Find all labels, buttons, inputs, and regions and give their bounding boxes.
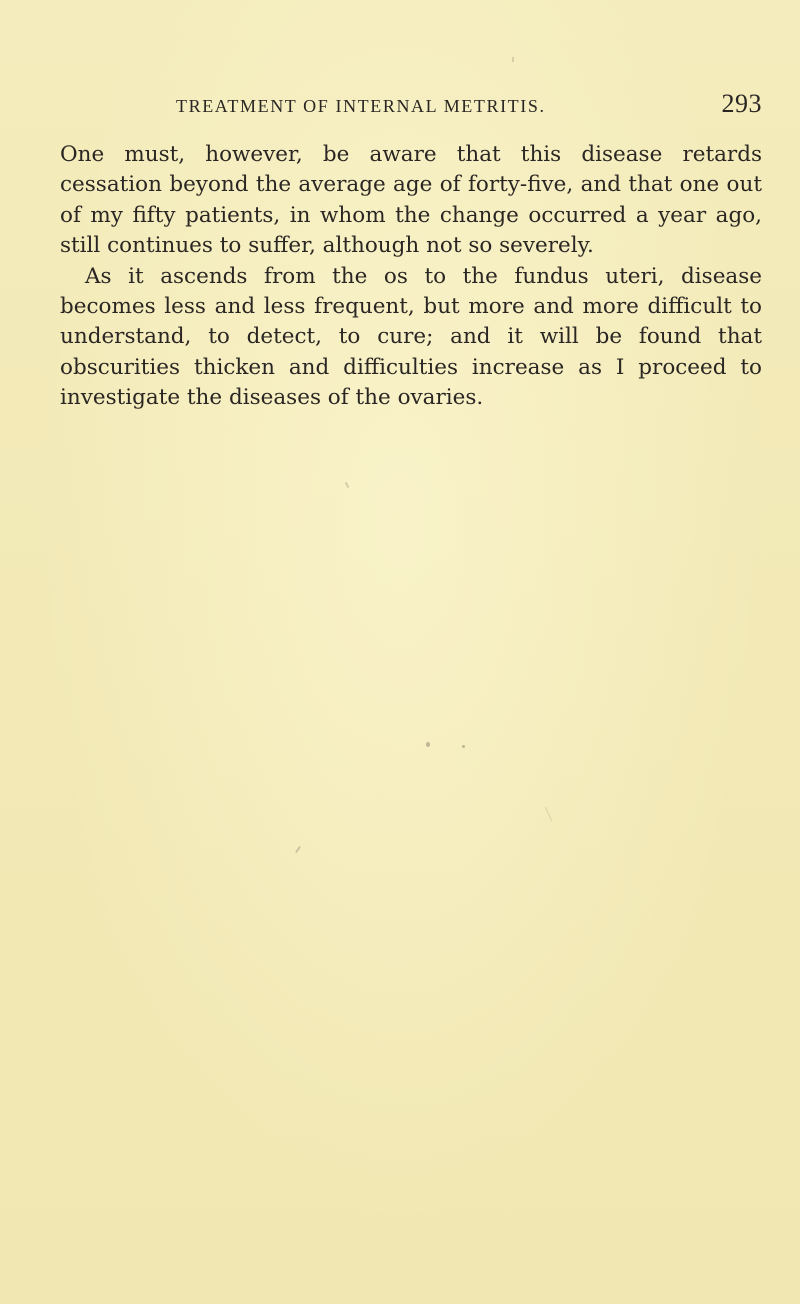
paragraph: As it ascends from the os to the fundus uteri, disease becomes less and less frequent, but more and more difficult to understand, to detect, to cure; and it will be found that obscurities thicken and difficulties increase as I proceed to investigate the diseases of the ovaries.	[60, 263, 762, 411]
running-title: TREATMENT OF INTERNAL METRITIS.	[176, 96, 546, 116]
paragraph: One must, however, be aware that this disease retards cessation beyond the average age of forty-five, and that one out of my fifty patients, in whom the change occurred a year ago, still continues to suffer, although not so severely.	[60, 142, 762, 259]
page-number: 293	[721, 89, 762, 118]
paper-speck	[345, 482, 350, 488]
paper-speck	[545, 807, 553, 822]
body-text	[60, 140, 762, 414]
running-head	[60, 89, 762, 120]
paper-speck	[295, 846, 301, 853]
paper-speck	[512, 57, 514, 62]
paper-speck	[426, 742, 430, 747]
paper-speck	[462, 745, 465, 748]
